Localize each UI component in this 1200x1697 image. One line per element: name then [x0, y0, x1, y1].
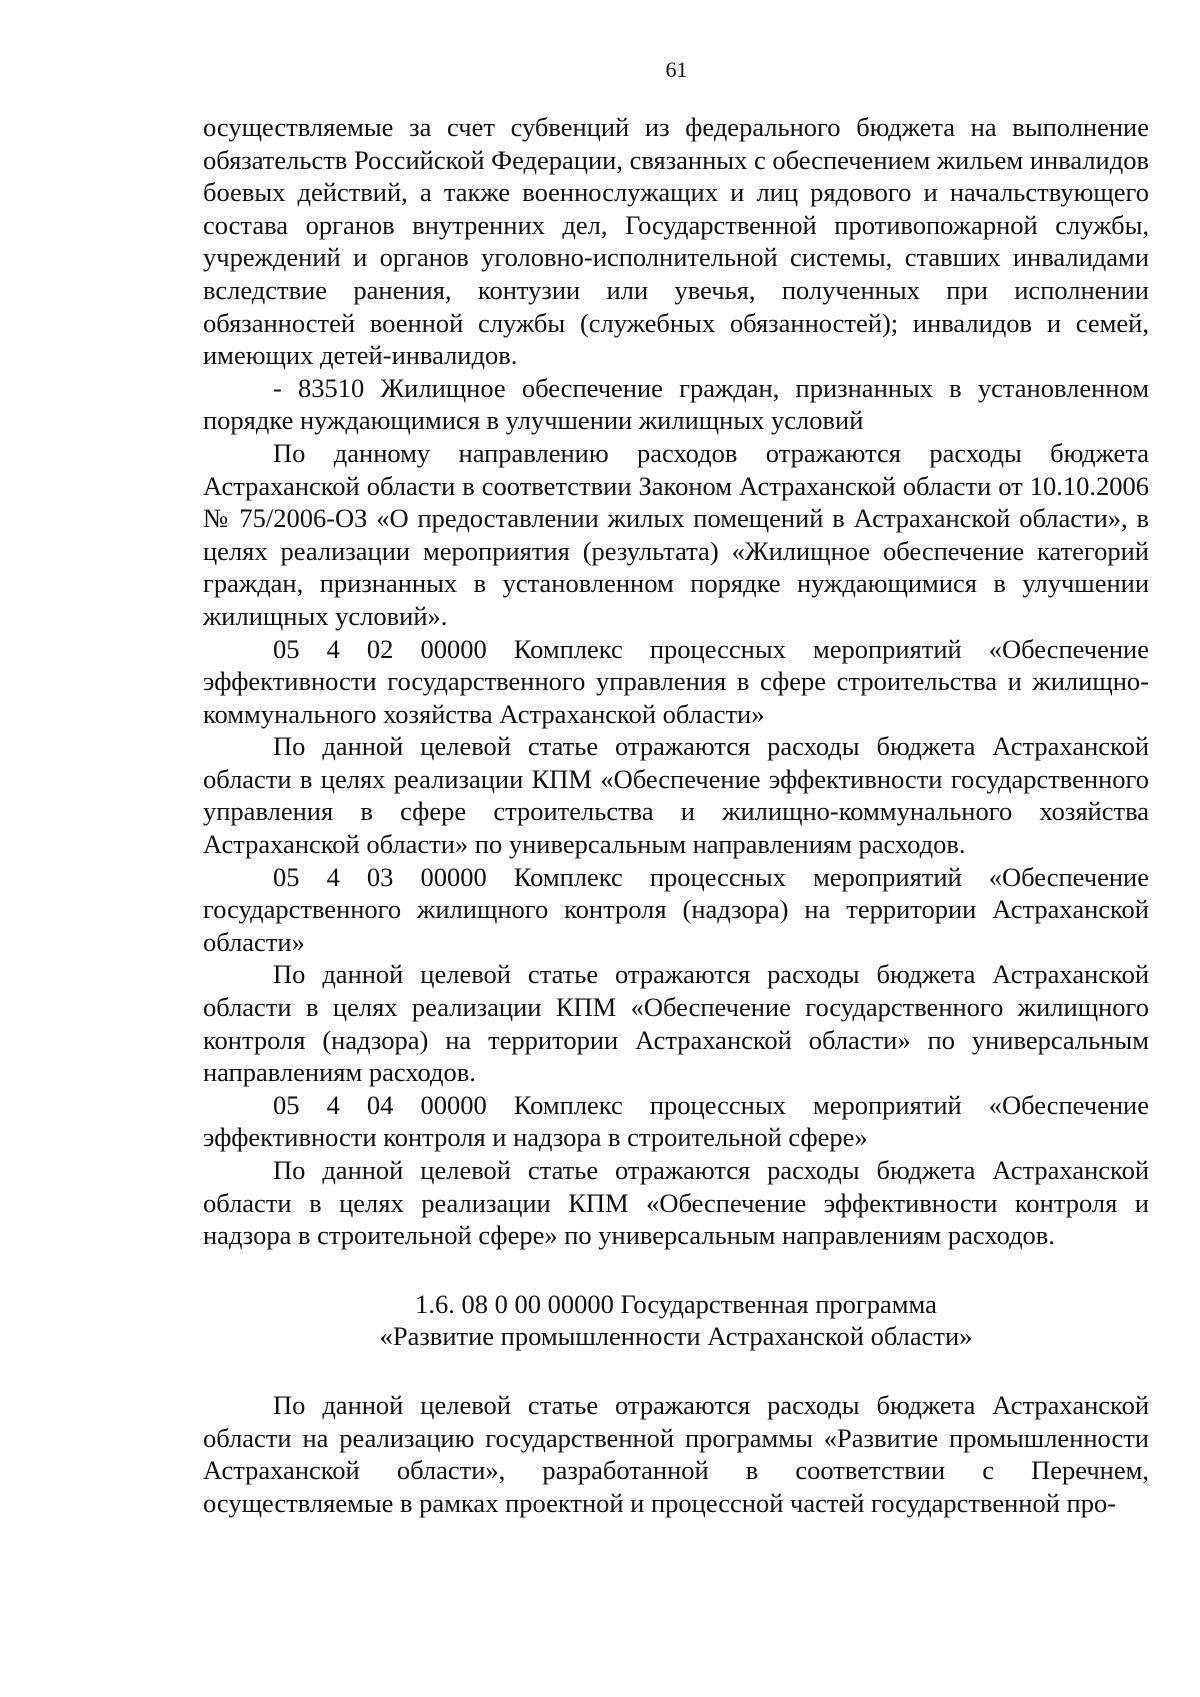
- section-heading-line-2: «Развитие промышленности Астраханской области»: [379, 1321, 973, 1352]
- paragraph-program-description: По данной целевой статье отражаются расходы бюджета Астраханской области на реализацию государственной программы «Развитие промышленности Астраханской области», разработанной в соответствии с Перечнем, осуществляемые в рамках проектной и процессной частей государственной про-: [203, 1389, 1149, 1518]
- paragraph-direction-description: По данному направлению расходов отражаются расходы бюджета Астраханской области в соответствии Законом Астраханской области от 10.10.2006 № 75/2006-ОЗ «О предоставлении жилых помещений в Астраханской области», в целях реализации мероприятия (результата) «Жилищное обеспечение категорий граждан, признанных в установленном порядке нуждающимися в улучшении жилищных условий».: [203, 437, 1149, 631]
- paragraph-direction-83510: - 83510 Жилищное обеспечение граждан, признанных в установленном порядке нуждающимися в улучшении жилищных условий: [203, 372, 1149, 436]
- page-number: 61: [665, 57, 688, 82]
- paragraph-kpm-05-4-03-description: По данной целевой статье отражаются расходы бюджета Астраханской области в целях реализации КПМ «Обеспечение государственного жилищного контроля (надзора) на территории Астраханской области» по универсальным направлениям расходов.: [203, 959, 1149, 1088]
- paragraph-kpm-05-4-02-description: По данной целевой статье отражаются расходы бюджета Астраханской области в целях реализации КПМ «Обеспечение эффективности государственного управления в сфере строительства и жилищно-коммунального хозяйства Астраханской области» по универсальным направлениям расходов.: [203, 731, 1149, 860]
- document-body: [203, 111, 1149, 1519]
- paragraph-kpm-05-4-02: 05 4 02 00000 Комплекс процессных мероприятий «Обеспечение эффективности государственного управления в сфере строительства и жилищно-коммунального хозяйства Астраханской области»: [203, 633, 1149, 729]
- section-heading-line-1: 1.6. 08 0 00 00000 Государственная программа: [415, 1288, 937, 1319]
- paragraph-kpm-05-4-04: 05 4 04 00000 Комплекс процессных мероприятий «Обеспечение эффективности контроля и надзора в строительной сфере»: [203, 1089, 1149, 1153]
- paragraph-kpm-05-4-03: 05 4 03 00000 Комплекс процессных мероприятий «Обеспечение государственного жилищного контроля (надзора) на территории Астраханской области»: [203, 861, 1149, 957]
- paragraph-continuation: осуществляемые за счет субвенций из федерального бюджета на выполнение обязательств Российской Федерации, связанных с обеспечением жильем инвалидов боевых действий, а также военнослужащих и лиц рядового и начальствующего состава органов внутренних дел, Государственной противопожарной службы, учреждений и органов уголовно-исполнительной системы, ставших инвалидами вследствие ранения, контузии или увечья, полученных при исполнении обязанностей военной службы (служебных обязанностей); инвалидов и семей, имеющих детей-инвалидов.: [203, 112, 1149, 371]
- paragraph-kpm-05-4-04-description: По данной целевой статье отражаются расходы бюджета Астраханской области в целях реализации КПМ «Обеспечение эффективности контроля и надзора в строительной сфере» по универсальным направлениям расходов.: [203, 1155, 1149, 1251]
- section-heading: [203, 1288, 1149, 1353]
